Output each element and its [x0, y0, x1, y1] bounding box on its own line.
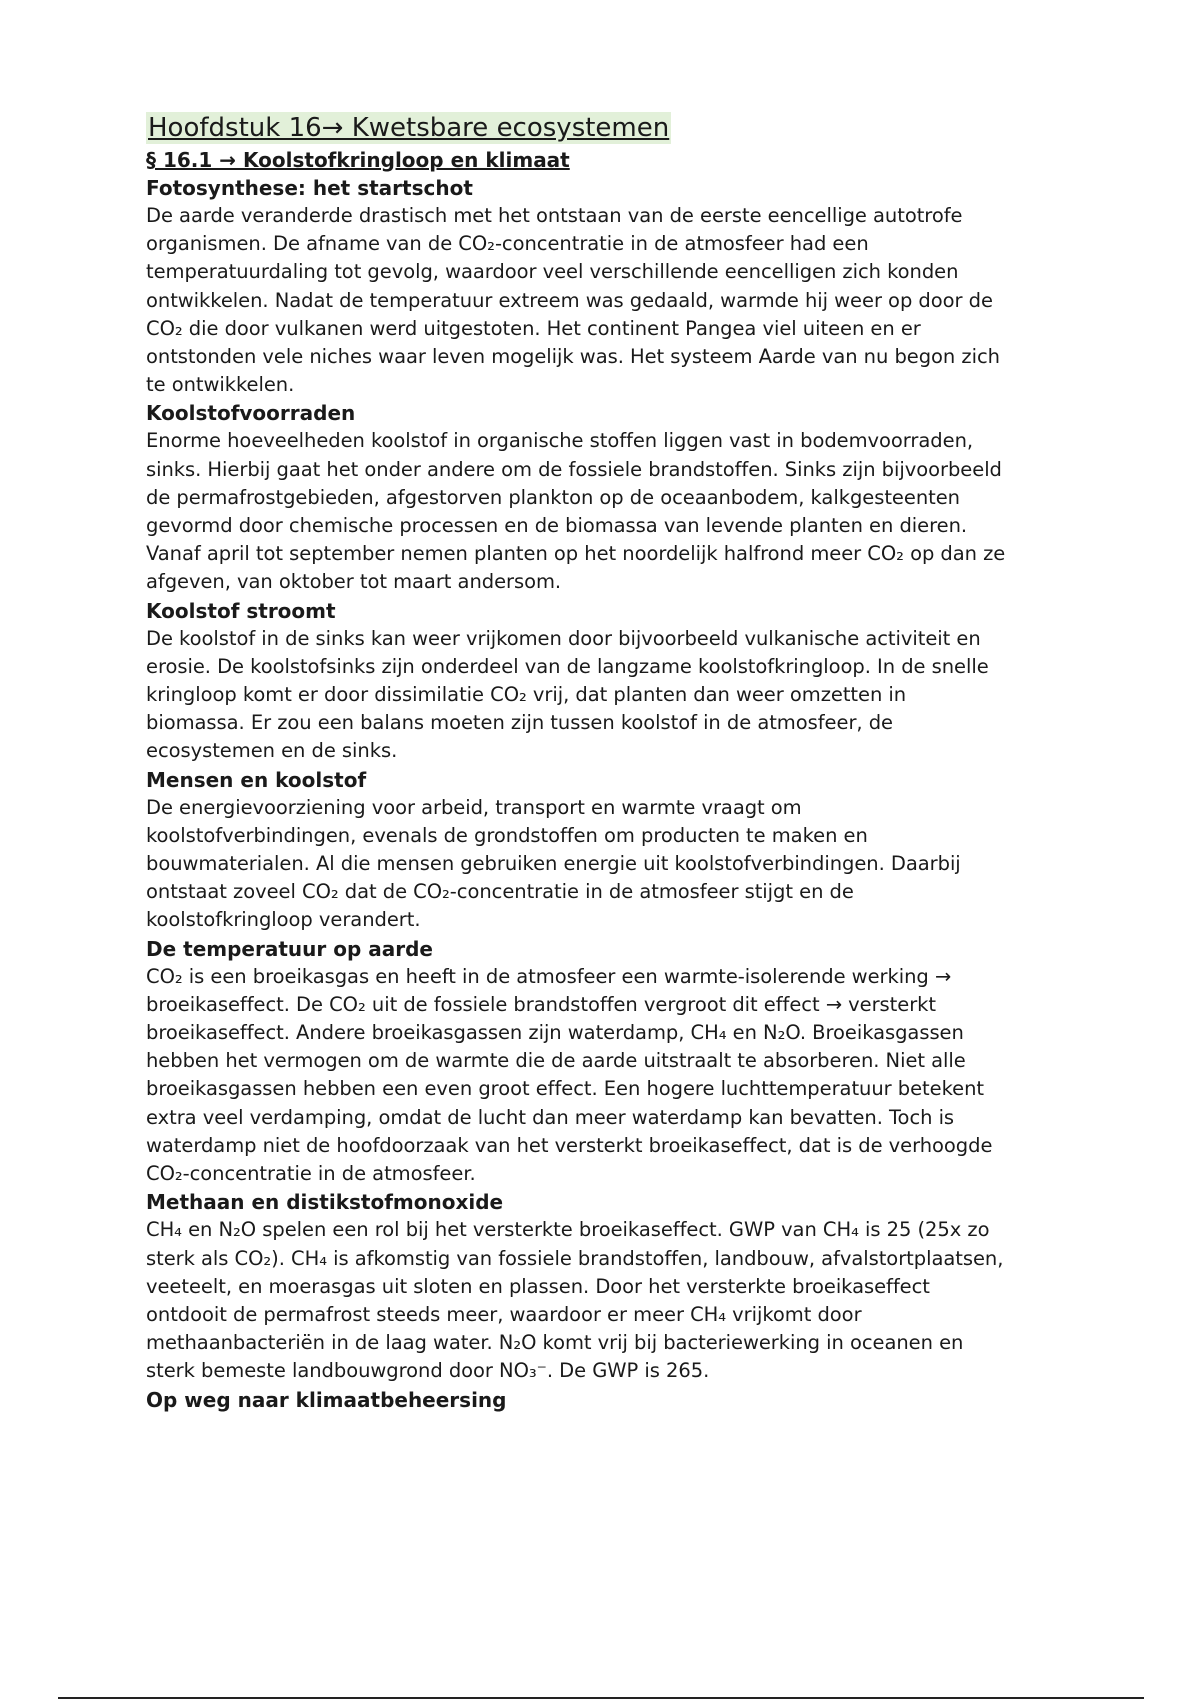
- text-line: ontwikkelen. Nadat de temperatuur extreem was gedaald, warmde hij weer op door de: [146, 288, 993, 312]
- text-line: gevormd door chemische processen en de biomassa van levende planten en dieren.: [146, 514, 968, 538]
- section-mensen-en-koolstof: [146, 766, 1090, 935]
- text-line: waterdamp niet de hoofdoorzaak van het versterkt broeikaseffect, dat is de verhoogde: [146, 1133, 993, 1157]
- text-line: afgeven, van oktober tot maart andersom.: [146, 570, 562, 594]
- text-line: CH₄ en N₂O spelen een rol bij het versterkte broeikaseffect. GWP van CH₄ is 25 (25x zo: [146, 1218, 990, 1242]
- text-line: veeteelt, en moerasgas uit sloten en plassen. Door het versterkte broeikaseffect: [146, 1274, 930, 1298]
- text-line: broeikaseffect. De CO₂ uit de fossiele brandstoffen vergroot dit effect → versterkt: [146, 992, 936, 1016]
- text-line: broeikaseffect. Andere broeikasgassen zijn waterdamp, CH₄ en N₂O. Broeikasgassen: [146, 1021, 964, 1045]
- paragraph: [146, 202, 1090, 399]
- text-line: ontdooit de permafrost steeds meer, waardoor er meer CH₄ vrijkomt door: [146, 1302, 862, 1326]
- text-line: sterk als CO₂). CH₄ is afkomstig van fossiele brandstoffen, landbouw, afvalstortplaatsen,: [146, 1246, 1004, 1270]
- paragraph: [146, 427, 1090, 596]
- subheading: Fotosynthese: het startschot: [146, 176, 473, 200]
- subheading: Methaan en distikstofmonoxide: [146, 1190, 504, 1215]
- text-line: sterk bemeste landbouwgrond door NO₃⁻. De GWP is 265.: [146, 1359, 710, 1383]
- text-line: De energievoorziening voor arbeid, transport en warmte vraagt om: [146, 795, 802, 819]
- paragraph: [146, 1216, 1090, 1385]
- text-line: ecosystemen en de sinks.: [146, 739, 398, 763]
- paragraph: [146, 625, 1090, 766]
- text-line: kringloop komt er door dissimilatie CO₂ vrij, dat planten dan weer omzetten in: [146, 683, 907, 707]
- text-line: CO₂-concentratie in de atmosfeer.: [146, 1162, 476, 1186]
- text-line: te ontwikkelen.: [146, 373, 295, 397]
- section-koolstof-stroomt: [146, 597, 1090, 766]
- text-line: methaanbacteriën in de laag water. N₂O komt vrij bij bacteriewerking in oceanen en: [146, 1331, 964, 1355]
- text-line: koolstofkringloop verandert.: [146, 908, 421, 932]
- text-line: bouwmaterialen. Al die mensen gebruiken energie uit koolstofverbindingen. Daarbij: [146, 852, 961, 876]
- section-methaan: [146, 1188, 1090, 1385]
- text-line: erosie. De koolstofsinks zijn onderdeel van de langzame koolstofkringloop. In de snelle: [146, 654, 989, 678]
- text-line: De aarde veranderde drastisch met het ontstaan van de eerste eencellige autotrofe: [146, 204, 963, 227]
- section-klimaatbeheersing: [146, 1386, 1090, 1414]
- subheading: Koolstofvoorraden: [146, 401, 356, 426]
- text-line: CO₂ die door vulkanen werd uitgestoten. Het continent Pangea viel uiteen en er: [146, 316, 921, 340]
- section-fotosynthese: [146, 174, 1090, 399]
- section-koolstofvoorraden: [146, 399, 1090, 596]
- text-line: ontstonden vele niches waar leven mogelijk was. Het systeem Aarde van nu begon zich: [146, 345, 1000, 369]
- section-heading: § 16.1 → Koolstofkringloop en klimaat: [146, 148, 570, 172]
- text-line: Enorme hoeveelheden koolstof in organische stoffen liggen vast in bodemvoorraden,: [146, 429, 974, 453]
- text-line: temperatuurdaling tot gevolg, waardoor veel verschillende eencelligen zich konden: [146, 260, 959, 284]
- subheading: Op weg naar klimaatbeheersing: [146, 1387, 507, 1412]
- subheading: Mensen en koolstof: [146, 767, 367, 792]
- paragraph: [146, 794, 1090, 935]
- text-line: organismen. De afname van de CO₂-concentratie in de atmosfeer had een: [146, 232, 869, 256]
- text-line: koolstofverbindingen, evenals de grondstoffen om producten te maken en: [146, 823, 868, 847]
- text-line: broeikasgassen hebben een even groot effect. Een hogere luchttemperatuur betekent: [146, 1077, 984, 1101]
- footer-divider: [58, 1697, 1144, 1699]
- text-line: de permafrostgebieden, afgestorven plankton op de oceaanbodem, kalkgesteenten: [146, 485, 960, 509]
- paragraph: [146, 963, 1090, 1189]
- text-line: ontstaat zoveel CO₂ dat de CO₂-concentratie in de atmosfeer stijgt en de: [146, 880, 854, 904]
- subheading: Koolstof stroomt: [146, 598, 336, 623]
- text-line: De koolstof in de sinks kan weer vrijkomen door bijvoorbeeld vulkanische activiteit en: [146, 626, 981, 650]
- text-line: CO₂ is een broeikasgas en heeft in de atmosfeer een warmte-isolerende werking →: [146, 964, 952, 988]
- text-line: extra veel verdamping, omdat de lucht dan meer waterdamp kan bevatten. Toch is: [146, 1105, 955, 1129]
- subheading: De temperatuur op aarde: [146, 936, 433, 961]
- text-line: Vanaf april tot september nemen planten op het noordelijk halfrond meer CO₂ op dan ze: [146, 542, 1006, 566]
- text-line: biomassa. Er zou een balans moeten zijn tussen koolstof in de atmosfeer, de: [146, 711, 893, 735]
- document-page: [146, 112, 1090, 1414]
- section-temperatuur: [146, 935, 1090, 1189]
- text-line: hebben het vermogen om de warmte die de aarde uitstraalt te absorberen. Niet alle: [146, 1049, 966, 1073]
- chapter-title: Hoofdstuk 16→ Kwetsbare ecosystemen: [148, 113, 670, 143]
- text-line: sinks. Hierbij gaat het onder andere om de fossiele brandstoffen. Sinks zijn bijvoorbeeld: [146, 457, 1002, 481]
